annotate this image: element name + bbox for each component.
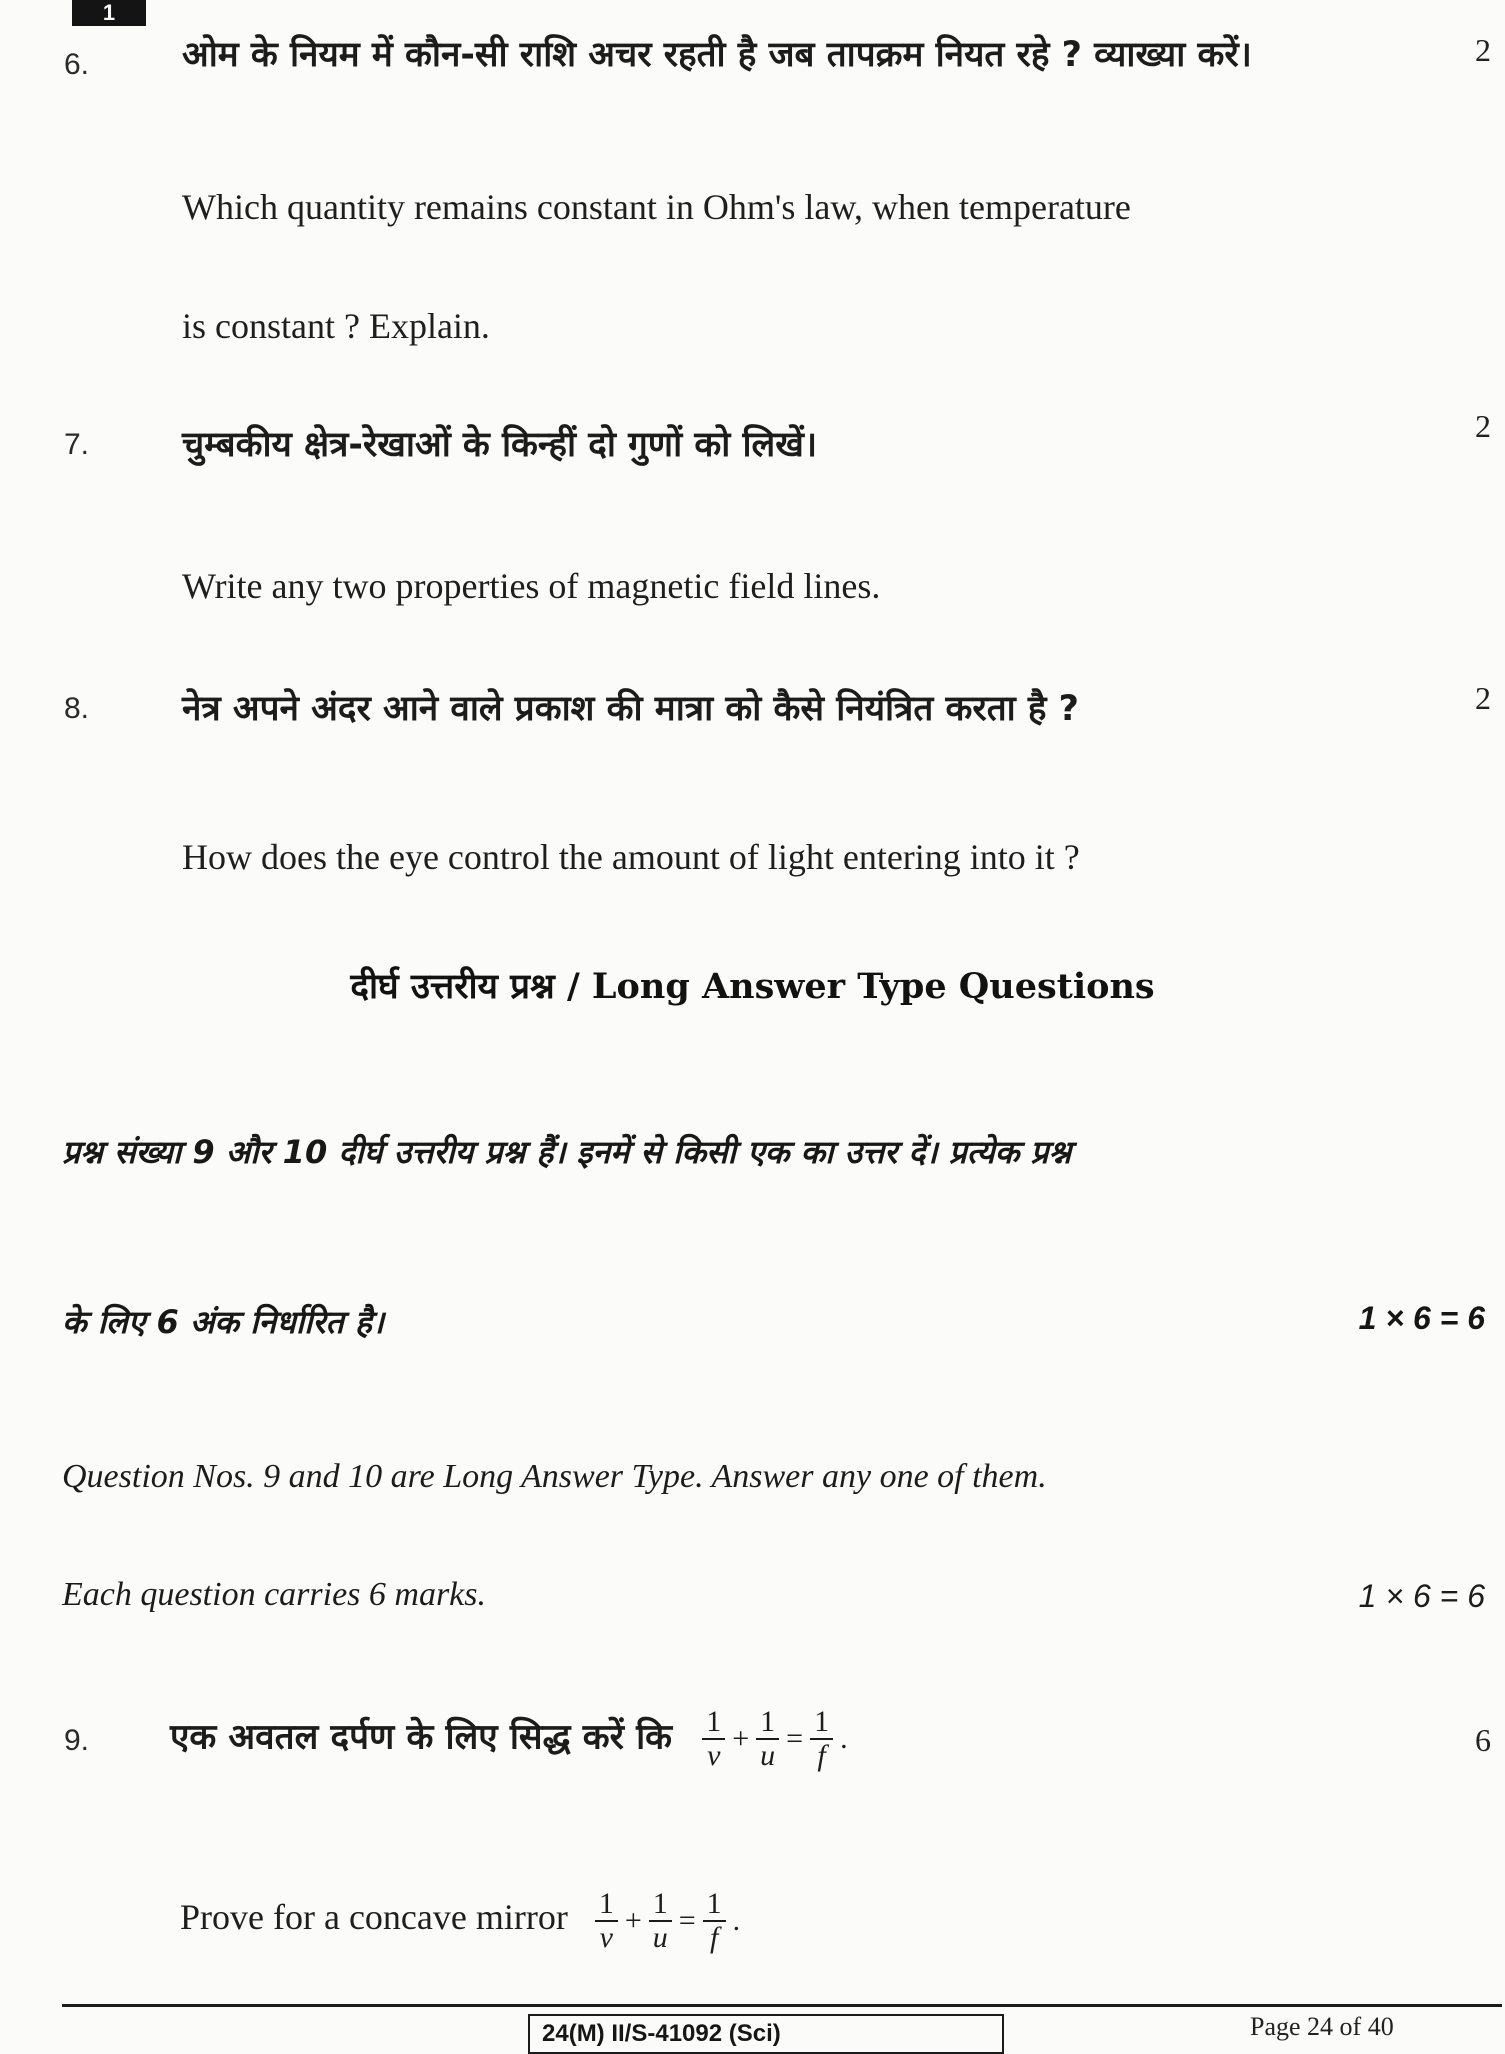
fraction-1-over-u: $\frac{1}{u}$ [756, 1706, 779, 1771]
instruction-hindi-line-1: प्रश्न संख्या 9 और 10 दीर्घ उत्तरीय प्रश्न हैं। इनमें से किसी एक का उत्तर दें। प्रत्येक प्रश्न [62, 1133, 1072, 1171]
paper-code-box: 24(M) II/S-41092 (Sci) [528, 2014, 1004, 2054]
fraction-1-over-u: $\frac{1}{u}$ [649, 1888, 672, 1953]
question-7-number: 7. [64, 428, 90, 461]
question-9-english-text: Prove for a concave mirror [180, 1896, 568, 1937]
instruction-english-marks: 1 × 6 = 6 [1358, 1578, 1485, 1614]
question-7-english: Write any two properties of magnetic field lines. [182, 566, 881, 606]
fraction-1-over-v: $\frac{1}{v}$ [702, 1706, 725, 1771]
mirror-formula-hindi: $\frac{1}{v}$ + $\frac{1}{u}$ = $\frac{1}{f}$ . [698, 1706, 850, 1771]
instruction-hindi-marks: 1 × 6 = 6 [1358, 1300, 1485, 1336]
question-9-english [180, 1888, 743, 1953]
footer-rule [62, 2004, 1502, 2007]
fraction-1-over-f: $\frac{1}{f}$ [810, 1706, 833, 1771]
mirror-formula-english: $\frac{1}{v}$ + $\frac{1}{u}$ = $\frac{1}{f}$ . [591, 1888, 743, 1953]
fraction-1-over-f: $\frac{1}{f}$ [703, 1888, 726, 1953]
page-counter: Page 24 of 40 [1250, 2012, 1394, 2041]
instruction-english-line-2: Each question carries 6 marks. [62, 1576, 487, 1613]
question-8-hindi: नेत्र अपने अंदर आने वाले प्रकाश की मात्रा को कैसे नियंत्रित करता है ? [182, 689, 1079, 729]
fraction-1-over-v: $\frac{1}{v}$ [595, 1888, 618, 1953]
question-7-hindi: चुम्बकीय क्षेत्र-रेखाओं के किन्हीं दो गुणों को लिखें। [182, 425, 818, 465]
question-7-marks: 2 [1475, 408, 1491, 444]
question-8-english: How does the eye control the amount of light entering into it ? [182, 837, 1080, 877]
question-9-marks: 6 [1475, 1722, 1491, 1758]
instruction-english-line-1: Question Nos. 9 and 10 are Long Answer Type. Answer any one of them. [62, 1458, 1047, 1495]
question-9-hindi [170, 1706, 851, 1771]
question-6-number: 6. [64, 48, 90, 81]
question-6-marks: 2 [1475, 32, 1491, 68]
question-6-english-line-1: Which quantity remains constant in Ohm's law, when temperature [182, 187, 1131, 227]
question-6-english-line-2: is constant ? Explain. [182, 306, 490, 346]
question-8-number: 8. [64, 692, 90, 725]
instruction-hindi-line-2: के लिए 6 अंक निर्धारित है। [62, 1303, 385, 1341]
section-heading: दीर्घ उत्तरीय प्रश्न / Long Answer Type Questions [350, 966, 1155, 1007]
question-9-number: 9. [64, 1724, 90, 1757]
page-number-tab: 1 [72, 0, 146, 26]
question-9-hindi-text: एक अवतल दर्पण के लिए सिद्ध करें कि [170, 1717, 673, 1758]
question-6-hindi: ओम के नियम में कौन-सी राशि अचर रहती है जब तापक्रम नियत रहे ? व्याख्या करें। [182, 35, 1252, 75]
question-8-marks: 2 [1475, 680, 1491, 716]
